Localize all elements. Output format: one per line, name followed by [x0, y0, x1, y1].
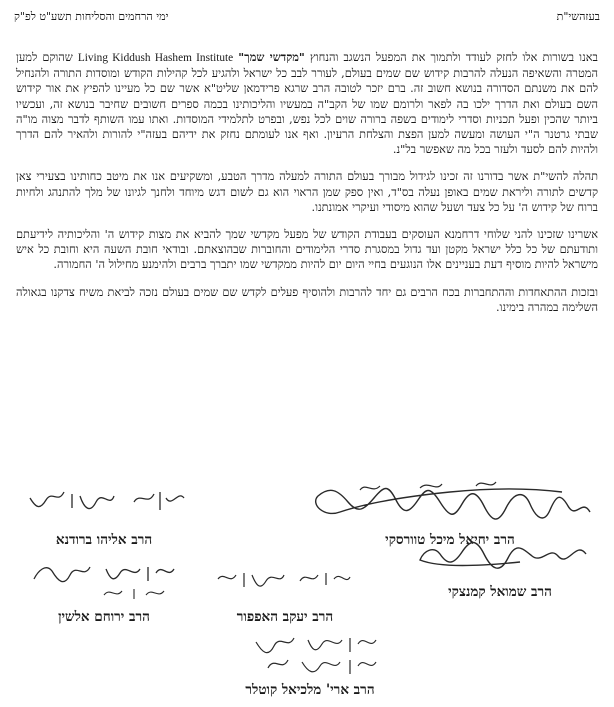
paragraph-3: אשרינו שזכינו להני שלוחי דרחמנא העוסקים בעבודת הקודש של מפעל מקדשי שמך להביא את מצות קידוש ה' והליכותיה לידיעתם ותודעתם של כל כלל ישראל מקטן ועד גדול במסגרת סדרי הלימודים והחוברות שבהוצאתם. ובודאי חובת השעה היא וחובת כל איש מישראל להיות מוסיף דעת בעניינים אלו הנוגעים בחיי היום יום להיות ממקדשי שמו יתברך ברבים ולהימנע מחילול ה' החמורה.: [16, 228, 599, 272]
signature-2-scribble: [14, 478, 194, 530]
org-name-hebrew: "מקדשי שמך": [238, 50, 305, 64]
signer-name-5: הרב ירוחם אלשין: [58, 609, 150, 625]
paragraph-2: תהלה להשי"ת אשר בדורנו זה זכינו לגידול מבורך בעולם התורה למעלה מדרך הטבע, ומשקיעים אנו את מיטב כחותינו בצעירי צאן קדשים לתורה וליראת שמים באופן נעלה בס"ד, ואין ספק שמן הראוי הוא גם לשום דגש מיוחד ולחנך לגיונו של מלך להתנהג ולחיות ברוח של קידוש ה' על כל צעד ושעל שהוא מיסודי ועיקרי אמונתנו.: [16, 170, 598, 214]
signature-block-4: [200, 555, 370, 625]
signature-block-3: [400, 530, 600, 600]
signer-name-2: הרב אליהו ברודנא: [55, 532, 153, 548]
paragraph-1-intro: באנו בשורות אלו לחזק לעודד ולתמוך את המפעל הנשגב והנחוץ: [309, 51, 598, 64]
signature-1-scribble: [300, 478, 600, 530]
signature-3-scribble: [400, 530, 600, 582]
signature-6-scribble: [180, 628, 440, 680]
signature-4-scribble: [200, 555, 370, 607]
handwritten-signature-2: [14, 478, 194, 530]
paragraph-1-body: שהוקם למען המטרה והשאיפה הנעלה להרבות קידוש שם שמים בעולם, לעורר לבב כל ישראל ולהגיע לכל קהילות הקודש ומוסדות התורה ולהנחיל להם את משנתם הסדורה בנושא חשוב זה. ברם יזכר לטובה הרב שרגא פרידמאן שליט"א אשר שם כל מעיינו להפיץ את אור קידוש השם בעולם ואת הדרך ילכו בה לפאר ולרומם שמו של הקב"ה במעשיו והליכותינו בכמה ספרים חשובים שחיבר בנושא זה, ועכשיו ביותר שהכין ופעל תכניות וסדרי לימודים בשפה ברורה שוים לכל נפש, ובפרט לתלמידי המוסדות. ואתו עמו השותף לדבר מצוה מו"ה שבתי גרטנר ה"י העושה ומעשה למען הפצת והצלחת הרעיון. ואף אנו לעומתם נחזק את ידיהם בעזה"י להורות ולהאיר להם הדרך ולהיות להם לסעד ולעזר בכל מה שאפשר בל"נ.: [16, 51, 598, 157]
handwritten-signature-1: [300, 478, 600, 530]
handwritten-signature-4: [200, 555, 370, 607]
handwritten-signature-5: [14, 555, 194, 607]
letter-header: [14, 10, 600, 26]
paragraph-4: ובזכות ההתאחדות וההתחברות בכח הרבים גם יחד להרבות ולהוסיף פעלים לקדש שם שמים בעולם נזכה לביאת משיח צדקנו בגאולה השלימה במהרה בימינו.: [16, 285, 598, 314]
signer-name-4: הרב יעקב האפפור: [236, 609, 334, 625]
signature-block-5: [14, 555, 194, 625]
signer-name-6: הרב ארי' מלכיאל קוטלר: [245, 682, 375, 698]
header-date: ימי הרחמים והסליחות תשע"ט לפ"ק: [14, 10, 169, 23]
signature-5-scribble: [14, 555, 194, 607]
handwritten-signature-6: [180, 628, 440, 680]
signature-block-2: [14, 478, 194, 548]
org-name-english: Living Kiddush Hashem Institute: [77, 52, 234, 64]
signer-name-1: הרב יחיאל מיכל טוורסקי: [385, 532, 515, 548]
signer-name-3: הרב שמואל קמנצקי: [448, 584, 552, 600]
handwritten-signature-3: [400, 530, 600, 582]
paragraph-1: [16, 50, 598, 157]
signature-block-6: [180, 628, 440, 698]
letter-body: [16, 50, 598, 327]
header-blessing: בעזהשי"ת: [556, 10, 600, 23]
